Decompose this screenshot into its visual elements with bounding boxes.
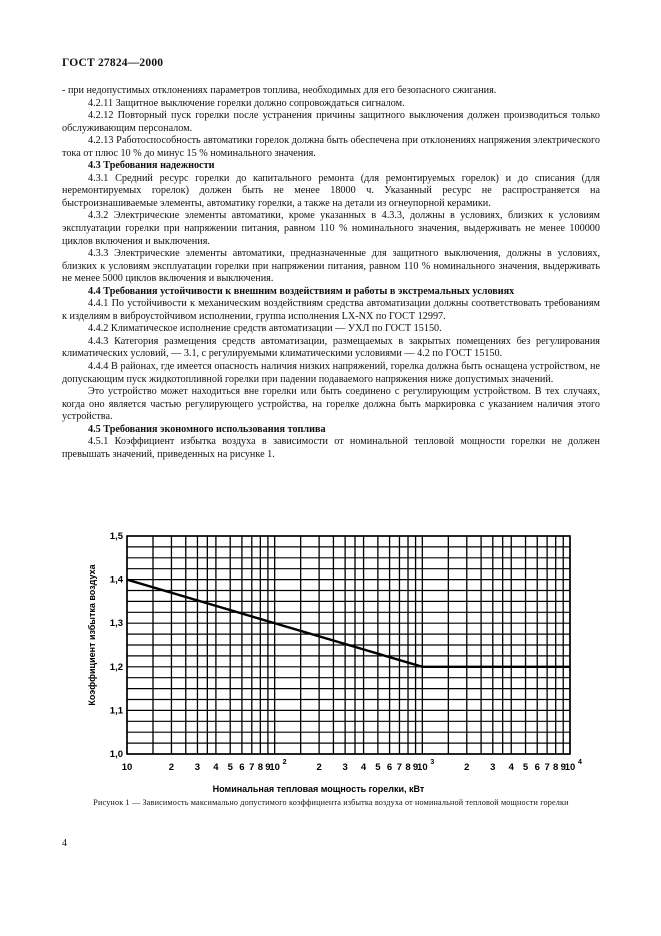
x-tick-label: 7 — [396, 762, 403, 773]
x-tick-label: 4 — [213, 762, 219, 773]
paragraph: - при недопустимых отклонениях параметров топлива, необходимых для его безопасного сжигания. — [62, 85, 497, 96]
y-tick-label: 1,1 — [109, 705, 123, 717]
paragraph: 4.2.12 Повторный пуск горелки после устранения причины защитного выключения должен производиться только обслуживающим персоналом. — [62, 110, 600, 134]
air-excess-chart — [62, 528, 602, 798]
paragraph: Это устройство может находиться вне горелки или быть соединено с регулирующим устройством. В тех случаях, когда оно является частью регулирующего устройства, на горелке должна быть маркировка с указанием наличия этого устройства. — [62, 386, 600, 423]
x-tick-label: 8 — [553, 762, 559, 773]
figure-1 — [62, 528, 602, 808]
paragraph: 4.4.4 В районах, где имеется опасность наличия низких напряжений, горелка должна быть оснащена устройством, не допускающим пуск жидкотопливной горелки при падении подаваемого напряжения ниже допустимых значений. — [62, 361, 600, 385]
paragraph: 4.4.2 Климатическое исполнение средств автоматизации — УХЛ по ГОСТ 15150. — [88, 323, 442, 335]
x-tick-label: 4 — [508, 762, 514, 773]
x-tick-exponent: 3 — [430, 759, 435, 766]
x-tick-label: 10 — [121, 762, 133, 773]
paragraph: 4.4.3 Категория размещения средств автоматизации, размещаемых в закрытых помещениях без регулирования климатических условий, — 3.1, с регулируемыми климатическими условиями — 4.2 по ГОСТ 15150. — [62, 335, 600, 360]
figure-caption: Рисунок 1 — Зависимость максимально допустимого коэффициента избытка воздуха от номинальной тепловой мощности горелки — [93, 798, 569, 807]
x-tick-label: 7 — [544, 762, 550, 773]
x-tick-label: 6 — [386, 762, 393, 773]
x-tick-label: 5 — [227, 762, 233, 773]
x-tick-label: 6 — [534, 762, 540, 773]
x-tick-label: 2 — [168, 762, 175, 773]
x-tick-label: 9 — [560, 762, 566, 773]
y-tick-label: 1,5 — [109, 531, 123, 542]
paragraph: 4.3.1 Средний ресурс горелки до капитального ремонта (для ремонтируемых горелок) и до списания (для неремонтируемых горелок) должен быть не менее 18000 ч. Указанный ресурс не распространяется на быстроизнашиваемые элементы, автоматику горелки, а также на детали из огнеупорной керамики. — [62, 172, 600, 209]
y-tick-label: 1,2 — [109, 661, 123, 673]
paragraph: 4.3.3 Электрические элементы автоматики, предназначенные для защитного выключения, должны в условиях, близких к условиям эксплуатации горелки при напряжении питания, равном 110 % номинального значения, выдерживать не менее 5000 циклов включения и выключения. — [62, 248, 600, 285]
y-axis-label: Коэффициент избытка воздуха — [87, 564, 97, 706]
x-tick-label: 10 — [269, 762, 280, 773]
x-tick-label: 7 — [249, 762, 255, 773]
body-text — [62, 85, 600, 461]
x-tick-exponent: 4 — [578, 759, 582, 766]
x-tick-label: 5 — [375, 762, 381, 773]
section-heading: 4.4 Требования устойчивости к внешним воздействиям и работы в экстремальных условиях — [88, 285, 515, 297]
x-tick-label: 2 — [464, 762, 470, 773]
y-tick-label: 1,3 — [109, 618, 123, 630]
paragraph: 4.2.13 Работоспособность автоматики горелок должна быть обеспечена при отклонениях напряжения электрического тока от плюс 10 % до минус 15 % номинального значения. — [62, 135, 600, 159]
document-header: ГОСТ 27824—2000 — [62, 57, 164, 69]
paragraph: 4.3.2 Электрические элементы автоматики, кроме указанных в 4.3.3, должны в условиях, близких к условиям эксплуатации горелки при напряжении питания, равном 110 % номинального значения, выдерживать не менее 100000 циклов включения и выключения. — [62, 210, 600, 247]
x-tick-label: 3 — [342, 762, 348, 773]
x-tick-label: 10 — [417, 762, 428, 773]
x-tick-label: 5 — [522, 762, 529, 773]
x-tick-label: 10 — [564, 762, 576, 773]
y-tick-label: 1,4 — [109, 574, 123, 586]
paragraph: 4.2.11 Защитное выключение горелки должно сопровождаться сигналом. — [88, 97, 405, 109]
paragraph: 4.5.1 Коэффициент избытка воздуха в зависимости от номинальной тепловой мощности горелки не должен превышать значений, приведенных на рисунке 1. — [62, 436, 600, 460]
x-tick-label: 3 — [490, 762, 496, 773]
x-axis-label: Номинальная тепловая мощность горелки, кВт — [212, 784, 425, 794]
x-tick-label: 8 — [405, 762, 411, 773]
x-tick-label: 4 — [360, 762, 367, 773]
x-tick-label: 8 — [257, 762, 264, 773]
section-heading: 4.5 Требования экономного использования топлива — [88, 423, 326, 435]
x-tick-label: 9 — [412, 762, 419, 773]
x-tick-label: 9 — [265, 762, 271, 773]
x-tick-label: 3 — [194, 762, 201, 773]
x-tick-label: 2 — [316, 762, 322, 773]
section-heading: 4.3 Требования надежности — [88, 160, 215, 172]
y-tick-label: 1,0 — [109, 749, 123, 760]
page-number: 4 — [62, 838, 67, 849]
paragraph: 4.4.1 По устойчивости к механическим воздействиям средства автоматизации должны соответствовать требованиям к изделиям в виброустойчивом исполнении, группа исполнения LX-NX по ГОСТ 12997. — [62, 298, 600, 322]
x-tick-exponent: 2 — [282, 759, 287, 766]
x-tick-label: 6 — [239, 762, 245, 773]
